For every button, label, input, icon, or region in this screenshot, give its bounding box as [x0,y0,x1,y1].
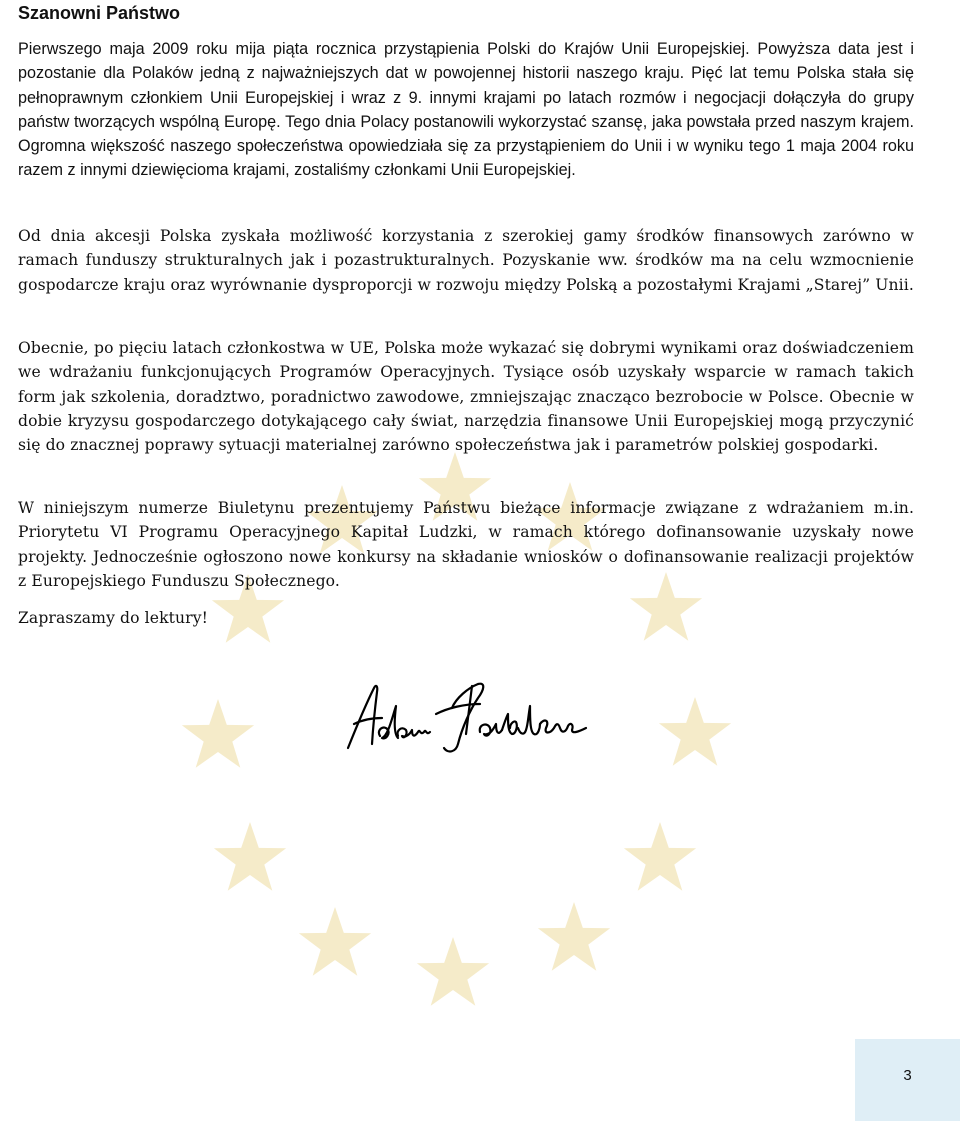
paragraph-results: Obecnie, po pięciu latach członkostwa w UE, Polska może wykazać się dobrymi wynikami oraz doświadczeniem we wdrażaniu funkcjonujących Programów Operacyjnych. Tysiące osób uzyskały wsparcie w ramach takich form jak szkolenia, doradztwo, poradnictwo zawodowe, zmniejszając znacząco bezrobocie w Polsce. Obecnie w dobie kryzysu gospodarczego dotykającego cały świat, narzędzia finansowe Unii Europejskiej mogą przyczynić się do znacznej poprawy sytuacji materialnej zarówno społeczeństwa jak i parametrów polskiej gospodarki. [18,339,914,455]
paragraph-bulletin: W niniejszym numerze Biuletynu prezentujemy Państwu bieżące informacje związane z wdrażaniem m.in. Priorytetu VI Programu Operacyjnego Kapitał Ludzki, w ramach którego dofinansowanie uzyskały nowe projekty. Jednocześnie ogłoszono nowe konkursy na składanie wniosków o dofinansowanie realizacji projektów z Europejskiego Funduszu Społecznego. [18,499,914,590]
page-number-box [855,1039,960,1121]
letter-greeting: Szanowni Państwo [18,3,181,23]
star-icon [182,699,254,768]
paragraph-closing: Zapraszamy do lektury! [18,609,208,627]
handwritten-signature [340,678,602,758]
paragraph-funding: Od dnia akcesji Polska zyskała możliwość korzystania z szerokiej gamy środków finansowych zarówno w ramach funduszy strukturalnych jak i pozastrukturalnych. Pozyskanie ww. środków ma na celu wzmocnienie gospodarcze kraju oraz wyrównanie dysproporcji w rozwoju między Polską a pozostałymi Krajami „Starej” Unii. [18,227,914,294]
star-icon [538,902,610,971]
star-icon [214,822,286,891]
star-icon [624,822,696,891]
page-number: 3 [903,1067,912,1084]
star-icon [417,937,489,1006]
star-icon [659,697,731,766]
star-icon [299,907,371,976]
paragraph-anniversary: Pierwszego maja 2009 roku mija piąta rocznica przystąpienia Polski do Krajów Unii Europejskiej. Powyższa data jest i pozostanie dla Polaków jedną z najważniejszych dat w powojennej historii naszego kraju. Pięć lat temu Polska stała się pełnoprawnym członkiem Unii Europejskiej i wraz z 9. innymi krajami po latach rozmów i negocjacji dołączyła do grupy państw tworzących wspólną Europę. Tego dnia Polacy postanowili wykorzystać szansę, jaka powstała przed naszym krajem. Ogromna większość naszego społeczeństwa opowiedziała się za przystąpieniem do Unii i w wyniku tego 1 maja 2004 roku razem z innymi dziewięcioma krajami, zostaliśmy członkami Unii Europejskiej. [18,40,914,180]
